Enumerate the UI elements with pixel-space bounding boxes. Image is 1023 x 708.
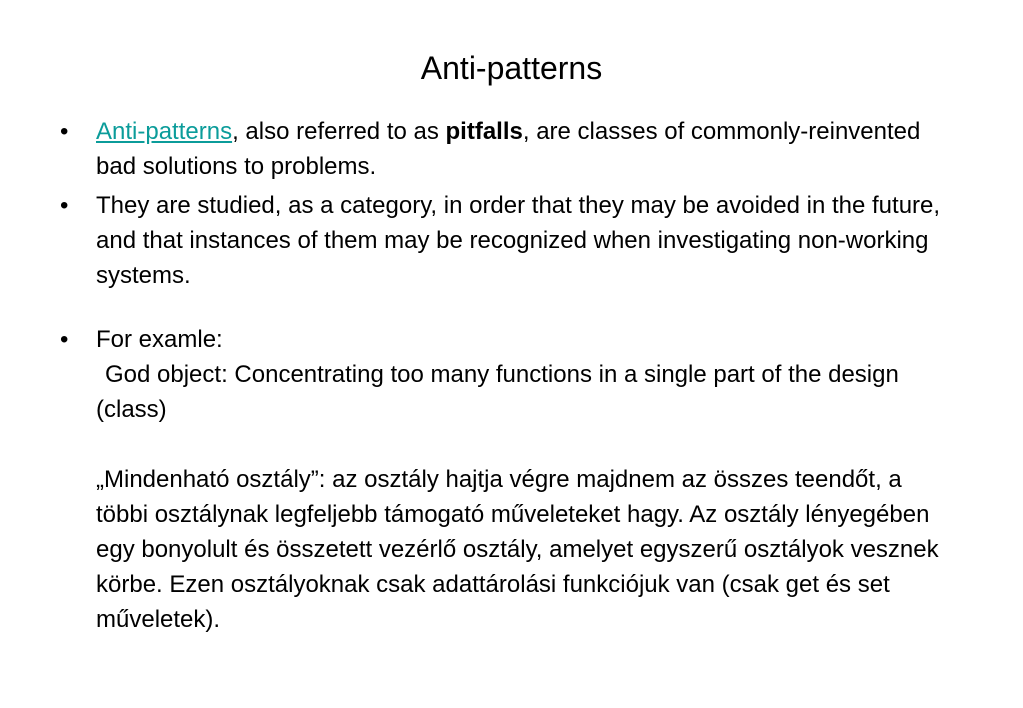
example-intro: For examle: — [96, 326, 223, 353]
bullet-item-purpose — [60, 188, 960, 293]
bullet-marker: • — [60, 118, 69, 145]
bullet-marker: • — [60, 326, 69, 353]
example-english — [96, 357, 960, 427]
example-hungarian: „Mindenható osztály”: az osztály hajtja végre majdnem az összes teendőt, a többi osztálynak legfeljebb támogató műveleteket hagy. Az osztály lényegében egy bonyolult és összetett vezérlő osztály, amelyet egyszerű osztályok vesznek körbe. Ezen osztályoknak csak adattárolási funkciójuk van (csak get és set műveletek). — [96, 466, 939, 633]
anti-patterns-link[interactable]: Anti-patterns — [96, 118, 233, 145]
example-english-text: God object: Concentrating too many functions in a single part of the design (class) — [96, 361, 899, 423]
bullet-item-definition — [60, 114, 960, 184]
blank-line — [96, 427, 960, 462]
bullet-text: They are studied, as a category, in order that they may be avoided in the future, and that instances of them may be recognized when investigating non-working systems. — [96, 192, 941, 289]
slide-title: Anti-patterns — [420, 50, 603, 86]
bullet-item-example — [60, 322, 960, 637]
pitfalls-bold-text: pitfalls — [445, 118, 523, 145]
bullet-text — [96, 118, 920, 180]
bullet-list — [60, 114, 960, 641]
bullet-text-part: , also referred to as — [232, 118, 446, 145]
bullet-text-part: , are classes of commonly-reinvented bad solutions to problems. — [96, 118, 921, 180]
bullet-marker: • — [60, 192, 69, 219]
